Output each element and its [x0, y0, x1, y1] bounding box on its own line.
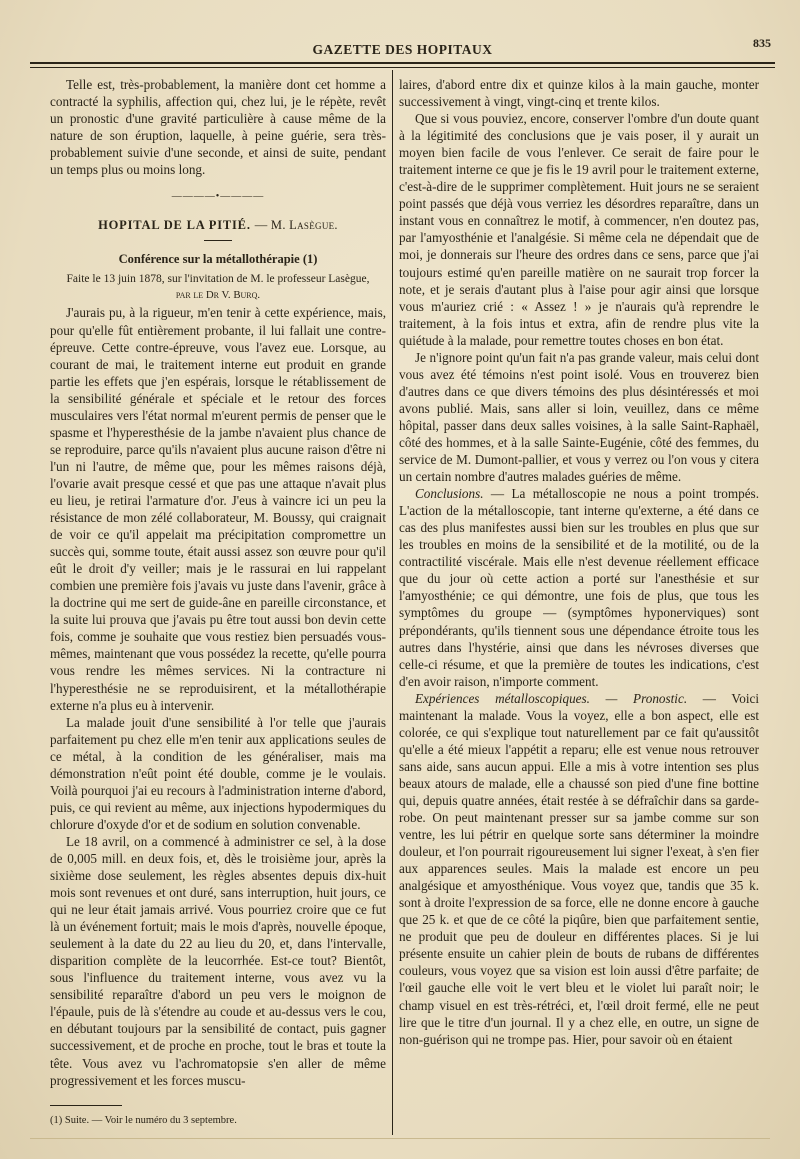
experiences-paragraph	[399, 690, 759, 1048]
body-paragraph: Je n'ignore point qu'un fait n'a pas grande valeur, mais celui dont vous avez été témoins n'est point isolé. Vous en trouverez bien d'autres dans ce que divers témoins des plus désintéressés et moi avons publié. Mais, sans aller si loin, veuillez, dans ce même hôpital, passer dans deux salles voisines, à la salle Saint-Raphaël, côté des hommes, et à la salle Sainte-Eugénie, côté des femmes, du service de M. Dumont-pallier, et vous y verrez ou l'on vous y citera un certain nombre d'autres malades guéries de même.	[399, 349, 759, 485]
section-ornament: ————•————	[171, 191, 265, 203]
section-title: HOPITAL DE LA PITIÉ.	[98, 218, 251, 233]
conclusions-paragraph	[399, 485, 759, 690]
body-paragraph: Le 18 avril, on a commencé à administrer ce sel, à la dose de 0,005 mill. en deux fois, et, dès le troisième jour, après la sixième dose seulement, les règles absentes depuis dix-huit mois sont revenues et ont duré, sans interruption, huit jours, ce qui ne leur était jamais arrivé. Vous pourriez croire que ce fut là un événement fortuit; mais le mois d'après, nouvelle époque, seulement à la date du 22 au lieu du 20, et, dans l'intervalle, disparition complète de la leucorrhée. Est-ce tout? Bientôt, sous l'influence du traitement interne, vous avez vu la sensibilité reparaître d'abord un peu vers le moignon de l'épaule, puis de là s'étendre au coude et au-dessus vers le cou, en débutant toujours par la sensibilité de contact, puis gagner successivement, et de proche en proche, tout le bras et toute la tête. Vous avez vu l'achromatopsie s'en aller de même progressivement et les forces muscu-	[50, 833, 386, 1088]
experiences-text: — Voici maintenant la malade. Vous la voyez, elle a bon aspect, elle est colorée, ce qui s'explique tout naturellement par ce fait qu'aussitôt qu'elle a été mieux l'appétit a reparu; elle est venue nous retrouver sans aide, sans aucun appui. Elle a mis à votre intention ses plus beaux atours de malade, elle a chaussé son pied d'une fine bottine qui, depuis quatre années, était restée à se défraîchir dans sa garde-robe. On peut maintenant presser sur sa jambe comme sur son ventre, les lui pétrir en quelque sorte sans déterminer la moindre douleur, et l'on pourrait rigoureusement lui signer l'exeat, à s'en fier aux apparences seules. Mais la malade est encore un peu analgésique et amyosthénique. Vous voyez que, tandis que 35 k. sont à droite l'expression de sa force, elle ne donne encore à gauche que 25 k. et que de ce côté la piqûre, bien que parfaitement sentie, ne produit que peu de douleur en différentes places. Si je lui présente ensuite un cahier plein de bouts de rubans de différentes couleurs, vous voyez que sa vision est loin aussi d'être parfaite; de l'œil gauche elle voit le vert bleu et le violet lui paraît noir; le champ visuel en est très-rétréci, et, l'œil droit fermé, elle ne peut lire que le titre d'un journal. Il y a chez elle, en outre, un signe de non-guérison qui ne trompe pas. Hier, pour savoir où en étaient	[399, 690, 760, 1047]
column-divider	[392, 70, 393, 1135]
experiences-heading: Expériences métalloscopiques. — Pronostic.	[415, 690, 688, 706]
header-rule	[30, 62, 775, 64]
body-paragraph: Que si vous pouviez, encore, conserver l'ombre d'un doute quant à la légitimité des conclusions que je vais poser, il y aurait un moyen bien facile de vous l'enlever. Ce serait de faire pour le traitement interne ce que je fis le 19 avril pour le traitement externe, c'est-à-dire de le supprimer complètement. Huit jours ne se seraient point passés que déjà vous verriez les désordres reparaître, dans un instant vous en connaîtrez le motif, à commencer, n'en doutez pas, par l'amyosthénie et l'analgésie. Si même cela ne dépendait que de moi, je donnerais sur l'heure des ordres dans ce sens, parce que j'ai toujours estimé qu'en pareille matière on ne saurait trop forcer la note, et je serais d'autant plus à l'aise pour agir ainsi que lorsque vous m'auriez crié : « Assez ! » je n'aurais qu'à reprendre le traitement, à la fois intus et extra, afin de rendre plus vite la quiétude à la malade, pour remettre toutes choses en bon état.	[399, 111, 759, 348]
conference-subtitle: Faite le 13 juin 1878, sur l'invitation de M. le professeur Lasègue,	[66, 273, 370, 286]
page-number: 835	[753, 36, 771, 50]
page-header	[30, 36, 775, 64]
newspaper-title: GAZETTE DES HOPITAUX	[312, 42, 493, 57]
left-column	[50, 76, 386, 1129]
section-author: — M. Lasègue.	[254, 218, 338, 233]
conference-title: Conférence sur la métallothérapie (1)	[118, 252, 318, 267]
heading-rule	[204, 240, 232, 241]
footnote: (1) Suite. — Voir le numéro du 3 septembre.	[50, 1114, 237, 1126]
intro-paragraph: Telle est, très-probablement, la manière dont cet homme a contracté la syphilis, affection qui, chez lui, je le répète, revêt un pronostic d'une gravité particulière à cause même de la nature de son éruption, laquelle, à peine guérie, sera très-probablement suivie d'une seconde, et ainsi de suite, pendant un temps plus ou moins long.	[50, 77, 386, 178]
body-paragraph: J'aurais pu, à la rigueur, m'en tenir à cette expérience, mais, pour qu'elle fût entièrement probante, il lui fallait une contre-épreuve. Cette contre-épreuve, vous l'avez eue. Lorsque, au courant de mai, le traitement interne eut produit en grande partie les effets que j'en espérais, lorsque le rétablissement de la sensibilité générale et spéciale et le retour des forces musculaires vers l'état normal m'eurent permis de penser que le spasme et l'hyperesthésie de la jambe n'avaient plus chance de se reproduire, parce qu'ils n'avaient plus aucune raison d'être ni l'un ni l'autre, de même que, pour les mêmes raisons déjà, l'ovarie avait presque cessé et que pas une attaque n'avait plus eu lieu, je retirai l'armature d'or. J'eus à vaincre ici un peu la résistance de mon zélé collaborateur, M. Boussy, qui craignait de voir ce qu'il appelait ma précipitation compromettre un succès qui, somme toute, était aussi assez son œuvre pour qu'il eût le droit d'y veiller; mais je le rassurai en lui rappelant combien une première fois j'avais vu juste dans l'avenir, grâce à la doctrine qui me sert de guide-âne en pareille circonstance, et la suite lui prouva que j'avais pu être tout aussi bon devin cette fois, comme je souhaite que vous restiez bien persuadés vous-mêmes, maintenant que vous possédez la recette, qu'elle pourra vous rendre les mêmes services. Ni la contracture ni l'hyperesthésie ne se reproduisirent, et la métallothérapie externe n'a plus eu à intervenir.	[50, 305, 386, 713]
section-heading	[50, 217, 386, 234]
page-bottom-edge	[30, 1138, 770, 1139]
body-paragraph: laires, d'abord entre dix et quinze kilos à la main gauche, monter successivement à vingt, vingt-cinq et trente kilos.	[399, 77, 759, 110]
conclusions-heading: Conclusions.	[415, 486, 484, 502]
conclusions-text: — La métalloscopie ne nous a point trompés. L'action de la métalloscopie, tant interne qu'externe, a été dans ce cas des plus manifestes aussi bien sur les troubles en plus que sur les troubles en moins de la sensibilité et de la motilité, ou de la contractilité viscérale. Mais elle n'est devenue réellement efficace que du jour où cette action a porté sur l'anesthésie et sur l'amyosthénie; ce qui démontre, une fois de plus, que tous les symptômes du groupe — (symptômes hyponerviques) sont prépondérants, qu'ils tiennent sous une dépendance étroite tous les autres dans l'hystérie, ainsi que dans les névroses diverses que celle-ci résume, et que la première de toutes les indications, c'est d'en avoir raison, n'importe comment.	[399, 486, 759, 689]
body-paragraph: La malade jouit d'une sensibilité à l'or telle que j'aurais parfaitement pu chez elle m'en tenir aux applications seules de ce métal, à la condition de les généraliser, mais ma démonstration n'eût point été double, comme je le voulais. Voilà pourquoi j'ai eu recours à l'administration interne d'abord, puis, ce qui revient au même, aux injections hypodermiques du chlorure d'oxyde d'or et de sodium en solution convenable.	[50, 714, 386, 832]
right-column	[399, 76, 759, 1048]
footnote-rule	[50, 1105, 122, 1106]
conference-author: par le Dr V. Burq.	[175, 289, 261, 302]
header-rule-thin	[30, 67, 775, 68]
